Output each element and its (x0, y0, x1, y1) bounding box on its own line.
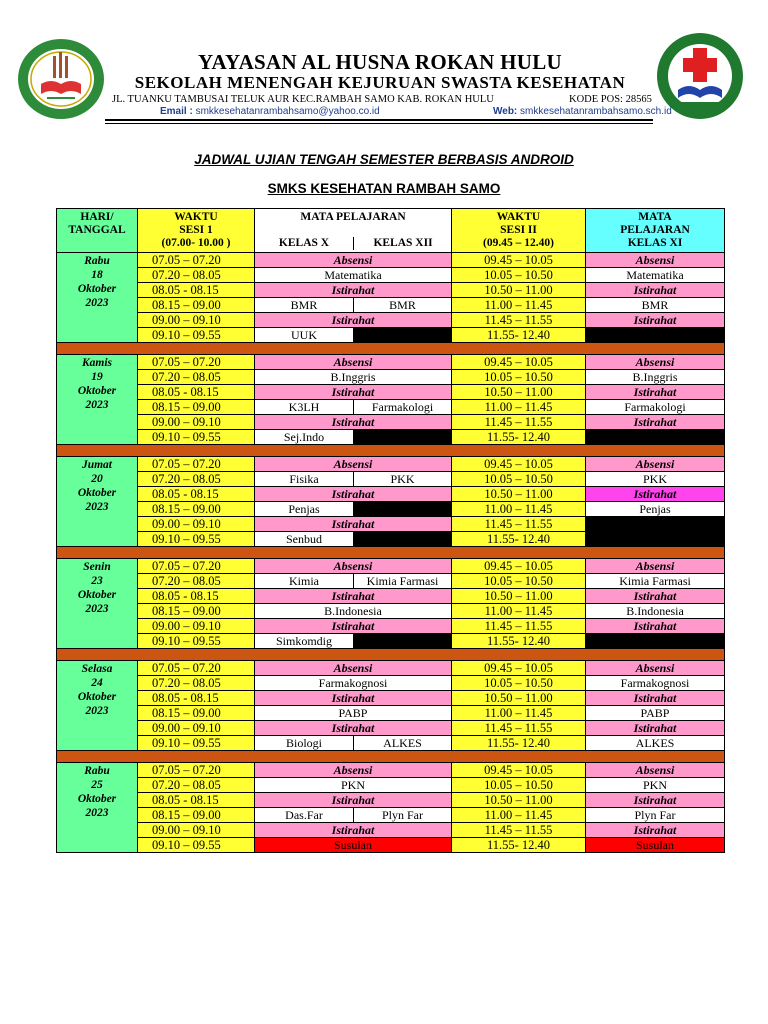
exam-schedule-table (56, 208, 725, 853)
empty-black-cell (586, 328, 725, 343)
time-sesi-1: 09.10 – 09.55 (138, 430, 255, 445)
time-sesi-2: 09.45 – 10.05 (452, 355, 586, 370)
time-sesi-1: 07.20 – 08.05 (138, 370, 255, 385)
address: JL. TUANKU TAMBUSAI TELUK AUR KEC.RAMBAH SAMO KAB. ROKAN HULU (112, 94, 494, 105)
subject-cell: PKN (255, 778, 452, 793)
time-sesi-2: 10.05 – 10.50 (452, 472, 586, 487)
schedule-row (57, 370, 725, 385)
subject-kelas-xii: Kimia Farmasi (354, 574, 452, 589)
susulan-cell: Susulan (255, 838, 452, 853)
time-sesi-2: 09.45 – 10.05 (452, 559, 586, 574)
schedule-row (57, 808, 725, 823)
subject-kelas-xi: Absensi (586, 355, 725, 370)
absensi-cell: Absensi (255, 559, 452, 574)
schedule-row (57, 706, 725, 721)
time-sesi-2: 11.55- 12.40 (452, 532, 586, 547)
time-sesi-2: 11.00 – 11.45 (452, 502, 586, 517)
subject-kelas-x: Das.Far (255, 808, 354, 823)
time-sesi-1: 09.10 – 09.55 (138, 736, 255, 751)
time-sesi-2: 10.50 – 11.00 (452, 487, 586, 502)
istirahat-cell: Istirahat (255, 589, 452, 604)
subject-kelas-xi: Istirahat (586, 691, 725, 706)
time-sesi-1: 08.05 - 08.15 (138, 487, 255, 502)
subject-kelas-xi: Istirahat (586, 283, 725, 298)
time-sesi-1: 08.15 – 09.00 (138, 808, 255, 823)
letterhead (0, 0, 768, 140)
time-sesi-2: 11.55- 12.40 (452, 634, 586, 649)
time-sesi-1: 08.05 - 08.15 (138, 691, 255, 706)
day-cell (57, 457, 138, 547)
day-tahun: 2023 (85, 297, 109, 309)
subject-kelas-xi: Istirahat (586, 487, 725, 502)
day-tgl: 20 (91, 473, 103, 485)
empty-black-cell (354, 328, 452, 343)
doc-title: JADWAL UJIAN TENGAH SEMESTER BERBASIS ANDROID (194, 152, 574, 167)
col-header-hari: HARI/ TANGGAL (57, 209, 138, 253)
time-sesi-2: 11.00 – 11.45 (452, 808, 586, 823)
subject-kelas-xii: Farmakologi (354, 400, 452, 415)
subject-kelas-x: BMR (255, 298, 354, 313)
day-hari: Rabu (84, 255, 110, 267)
subject-kelas-xii: BMR (354, 298, 452, 313)
day-tgl: 25 (91, 779, 103, 791)
contact-line (160, 106, 710, 117)
time-sesi-2: 11.00 – 11.45 (452, 298, 586, 313)
istirahat-cell: Istirahat (255, 313, 452, 328)
time-sesi-2: 11.45 – 11.55 (452, 823, 586, 838)
web-value: smkkesehatanrambahsamo.sch.id (520, 106, 672, 117)
istirahat-cell: Istirahat (255, 283, 452, 298)
time-sesi-1: 08.05 - 08.15 (138, 589, 255, 604)
day-separator (57, 547, 725, 559)
time-sesi-1: 08.05 - 08.15 (138, 283, 255, 298)
schedule-row (57, 517, 725, 532)
time-sesi-2: 11.00 – 11.45 (452, 604, 586, 619)
time-sesi-1: 07.05 – 07.20 (138, 253, 255, 268)
schedule-row (57, 487, 725, 502)
time-sesi-2: 10.50 – 11.00 (452, 793, 586, 808)
subject-kelas-xi: Istirahat (586, 823, 725, 838)
time-sesi-1: 09.00 – 09.10 (138, 823, 255, 838)
day-cell (57, 559, 138, 649)
day-hari: Kamis (81, 357, 113, 369)
day-cell (57, 763, 138, 853)
schedule-row (57, 313, 725, 328)
subject-cell: Farmakognosi (255, 676, 452, 691)
schedule-row (57, 559, 725, 574)
time-sesi-1: 09.00 – 09.10 (138, 415, 255, 430)
subject-kelas-xi: Plyn Far (586, 808, 725, 823)
empty-black-cell (586, 430, 725, 445)
postal-code: KODE POS: 28565 (569, 94, 652, 105)
empty-black-cell (354, 502, 452, 517)
subject-kelas-xi: Susulan (586, 838, 725, 853)
time-sesi-1: 08.15 – 09.00 (138, 400, 255, 415)
address-line (112, 94, 662, 105)
subject-kelas-xi: Farmakognosi (586, 676, 725, 691)
schedule-row (57, 574, 725, 589)
email-label: Email : (160, 106, 193, 117)
empty-black-cell (586, 532, 725, 547)
empty-black-cell (354, 532, 452, 547)
schedule-row (57, 823, 725, 838)
schedule-row (57, 691, 725, 706)
istirahat-cell: Istirahat (255, 517, 452, 532)
subject-cell: B.Indonesia (255, 604, 452, 619)
day-cell (57, 661, 138, 751)
subject-cell: PABP (255, 706, 452, 721)
subject-kelas-xi: BMR (586, 298, 725, 313)
subject-kelas-x: Fisika (255, 472, 354, 487)
schedule-row (57, 457, 725, 472)
schedule-row (57, 619, 725, 634)
day-hari: Selasa (81, 663, 113, 675)
schedule-row (57, 532, 725, 547)
col-header-mapel: MATA PELAJARAN KELAS X KELAS XII (255, 209, 452, 253)
day-tgl: 18 (91, 269, 103, 281)
schedule-row (57, 355, 725, 370)
schedule-row (57, 763, 725, 778)
subject-kelas-xi: Farmakologi (586, 400, 725, 415)
time-sesi-2: 11.45 – 11.55 (452, 415, 586, 430)
subject-kelas-x: Penjas (255, 502, 354, 517)
col-header-kelas-xii: KELAS XII (373, 237, 433, 249)
subject-kelas-xii: PKK (354, 472, 452, 487)
col-header-waktu-1: WAKTU SESI 1 (07.00- 10.00 ) (138, 209, 255, 253)
time-sesi-2: 11.00 – 11.45 (452, 400, 586, 415)
schedule-row (57, 604, 725, 619)
time-sesi-2: 09.45 – 10.05 (452, 457, 586, 472)
schedule-row (57, 721, 725, 736)
time-sesi-2: 10.05 – 10.50 (452, 370, 586, 385)
schedule-row (57, 415, 725, 430)
empty-black-cell (354, 634, 452, 649)
time-sesi-1: 07.20 – 08.05 (138, 268, 255, 283)
time-sesi-1: 07.05 – 07.20 (138, 457, 255, 472)
time-sesi-2: 10.05 – 10.50 (452, 574, 586, 589)
time-sesi-2: 10.05 – 10.50 (452, 676, 586, 691)
subject-kelas-x: K3LH (255, 400, 354, 415)
schedule-row (57, 253, 725, 268)
schedule-row (57, 661, 725, 676)
school-name: SEKOLAH MENENGAH KEJURUAN SWASTA KESEHATAN (134, 73, 626, 92)
subject-cell: B.Inggris (255, 370, 452, 385)
time-sesi-1: 09.10 – 09.55 (138, 328, 255, 343)
day-separator (57, 343, 725, 355)
schedule-row (57, 430, 725, 445)
istirahat-cell: Istirahat (255, 823, 452, 838)
istirahat-cell: Istirahat (255, 385, 452, 400)
time-sesi-1: 09.10 – 09.55 (138, 532, 255, 547)
day-separator (57, 649, 725, 661)
time-sesi-2: 10.50 – 11.00 (452, 385, 586, 400)
schedule-row (57, 502, 725, 517)
time-sesi-2: 11.55- 12.40 (452, 736, 586, 751)
empty-black-cell (586, 634, 725, 649)
time-sesi-1: 08.05 - 08.15 (138, 793, 255, 808)
time-sesi-2: 11.55- 12.40 (452, 430, 586, 445)
day-tgl: 24 (91, 677, 103, 689)
time-sesi-1: 08.15 – 09.00 (138, 298, 255, 313)
day-tahun: 2023 (85, 807, 109, 819)
day-bulan: Oktober (77, 793, 117, 805)
schedule-row (57, 268, 725, 283)
day-bulan: Oktober (77, 589, 117, 601)
absensi-cell: Absensi (255, 661, 452, 676)
day-hari: Rabu (84, 765, 110, 777)
subject-kelas-xi: B.Inggris (586, 370, 725, 385)
time-sesi-2: 10.50 – 11.00 (452, 283, 586, 298)
subject-kelas-xi: Matematika (586, 268, 725, 283)
absensi-cell: Absensi (255, 355, 452, 370)
absensi-cell: Absensi (255, 457, 452, 472)
time-sesi-1: 09.10 – 09.55 (138, 838, 255, 853)
day-tahun: 2023 (85, 603, 109, 615)
day-hari: Jumat (81, 459, 113, 471)
col-header-mapel-xi: MATA PELAJARAN KELAS XI (586, 209, 725, 253)
time-sesi-2: 11.45 – 11.55 (452, 721, 586, 736)
day-tgl: 19 (91, 371, 103, 383)
header-rule-thin (105, 123, 653, 124)
day-tahun: 2023 (85, 399, 109, 411)
day-hari: Senin (83, 561, 111, 573)
day-tahun: 2023 (85, 501, 109, 513)
time-sesi-1: 07.05 – 07.20 (138, 763, 255, 778)
time-sesi-2: 11.45 – 11.55 (452, 619, 586, 634)
header-rule (105, 119, 653, 121)
subject-kelas-xi: Penjas (586, 502, 725, 517)
time-sesi-2: 09.45 – 10.05 (452, 661, 586, 676)
web-label: Web: (493, 106, 518, 117)
subject-kelas-xi: Absensi (586, 253, 725, 268)
time-sesi-1: 09.10 – 09.55 (138, 634, 255, 649)
subject-kelas-xi: Istirahat (586, 415, 725, 430)
day-cell (57, 355, 138, 445)
subject-cell: Matematika (255, 268, 452, 283)
day-cell (57, 253, 138, 343)
time-sesi-2: 09.45 – 10.05 (452, 253, 586, 268)
time-sesi-1: 08.15 – 09.00 (138, 502, 255, 517)
subject-kelas-xii: Plyn Far (354, 808, 452, 823)
time-sesi-2: 11.55- 12.40 (452, 328, 586, 343)
day-separator (57, 751, 725, 763)
subject-kelas-xi: PABP (586, 706, 725, 721)
time-sesi-1: 08.15 – 09.00 (138, 706, 255, 721)
subject-kelas-xi: Istirahat (586, 619, 725, 634)
time-sesi-2: 09.45 – 10.05 (452, 763, 586, 778)
schedule-row (57, 400, 725, 415)
yayasan-name: YAYASAN AL HUSNA ROKAN HULU (197, 50, 563, 74)
subject-kelas-x: Simkomdig (255, 634, 354, 649)
day-tgl: 23 (91, 575, 103, 587)
subject-kelas-xii: ALKES (354, 736, 452, 751)
schedule-row (57, 283, 725, 298)
subject-kelas-x: Kimia (255, 574, 354, 589)
subject-kelas-xi: B.Indonesia (586, 604, 725, 619)
time-sesi-1: 09.00 – 09.10 (138, 517, 255, 532)
day-bulan: Oktober (77, 283, 117, 295)
day-bulan: Oktober (77, 385, 117, 397)
day-separator (57, 445, 725, 457)
time-sesi-2: 10.50 – 11.00 (452, 691, 586, 706)
time-sesi-2: 10.50 – 11.00 (452, 589, 586, 604)
subject-kelas-xi: PKK (586, 472, 725, 487)
time-sesi-2: 11.45 – 11.55 (452, 517, 586, 532)
day-bulan: Oktober (77, 487, 117, 499)
subject-kelas-xi: Absensi (586, 661, 725, 676)
istirahat-cell: Istirahat (255, 691, 452, 706)
subject-kelas-xi: Absensi (586, 763, 725, 778)
schedule-row (57, 634, 725, 649)
time-sesi-1: 07.20 – 08.05 (138, 472, 255, 487)
email-value: smkkesehatanrambahsamo@yahoo.co.id (195, 106, 380, 117)
schedule-row (57, 472, 725, 487)
schedule-row (57, 736, 725, 751)
subject-kelas-x: Sej.Indo (255, 430, 354, 445)
subject-kelas-x: Biologi (255, 736, 354, 751)
time-sesi-1: 08.15 – 09.00 (138, 604, 255, 619)
time-sesi-2: 11.45 – 11.55 (452, 313, 586, 328)
istirahat-cell: Istirahat (255, 415, 452, 430)
schedule-row (57, 676, 725, 691)
istirahat-cell: Istirahat (255, 619, 452, 634)
time-sesi-2: 11.00 – 11.45 (452, 706, 586, 721)
col-header-kelas-x: KELAS X (255, 237, 354, 250)
absensi-cell: Absensi (255, 253, 452, 268)
empty-black-cell (354, 430, 452, 445)
time-sesi-1: 07.05 – 07.20 (138, 661, 255, 676)
subject-kelas-x: Senbud (255, 532, 354, 547)
time-sesi-1: 07.05 – 07.20 (138, 559, 255, 574)
schedule-row (57, 793, 725, 808)
istirahat-cell: Istirahat (255, 793, 452, 808)
istirahat-cell: Istirahat (255, 721, 452, 736)
absensi-cell: Absensi (255, 763, 452, 778)
schedule-row (57, 589, 725, 604)
time-sesi-1: 07.20 – 08.05 (138, 778, 255, 793)
time-sesi-2: 11.55- 12.40 (452, 838, 586, 853)
time-sesi-1: 09.00 – 09.10 (138, 313, 255, 328)
subject-kelas-xi: Absensi (586, 457, 725, 472)
schedule-row (57, 838, 725, 853)
time-sesi-1: 08.05 - 08.15 (138, 385, 255, 400)
time-sesi-1: 07.20 – 08.05 (138, 676, 255, 691)
yayasan-logo-icon (17, 38, 105, 120)
time-sesi-1: 09.00 – 09.10 (138, 721, 255, 736)
subject-kelas-xi: Istirahat (586, 793, 725, 808)
schedule-row (57, 328, 725, 343)
time-sesi-2: 10.05 – 10.50 (452, 778, 586, 793)
time-sesi-1: 07.20 – 08.05 (138, 574, 255, 589)
day-bulan: Oktober (77, 691, 117, 703)
schedule-row (57, 385, 725, 400)
subject-kelas-x: UUK (255, 328, 354, 343)
schedule-row (57, 298, 725, 313)
subject-kelas-xi: Istirahat (586, 589, 725, 604)
istirahat-cell: Istirahat (255, 487, 452, 502)
subject-kelas-xi: PKN (586, 778, 725, 793)
subject-kelas-xi: Kimia Farmasi (586, 574, 725, 589)
time-sesi-1: 07.05 – 07.20 (138, 355, 255, 370)
subject-kelas-xi: Absensi (586, 559, 725, 574)
time-sesi-2: 10.05 – 10.50 (452, 268, 586, 283)
subject-kelas-xi: ALKES (586, 736, 725, 751)
subject-kelas-xi: Istirahat (586, 721, 725, 736)
empty-black-cell (586, 517, 725, 532)
col-header-waktu-2: WAKTU SESI II (09.45 – 12.40) (452, 209, 586, 253)
schedule-row (57, 778, 725, 793)
subject-kelas-xi: Istirahat (586, 385, 725, 400)
doc-subtitle: SMKS KESEHATAN RAMBAH SAMO (267, 181, 501, 196)
time-sesi-1: 09.00 – 09.10 (138, 619, 255, 634)
subject-kelas-xi: Istirahat (586, 313, 725, 328)
day-tahun: 2023 (85, 705, 109, 717)
